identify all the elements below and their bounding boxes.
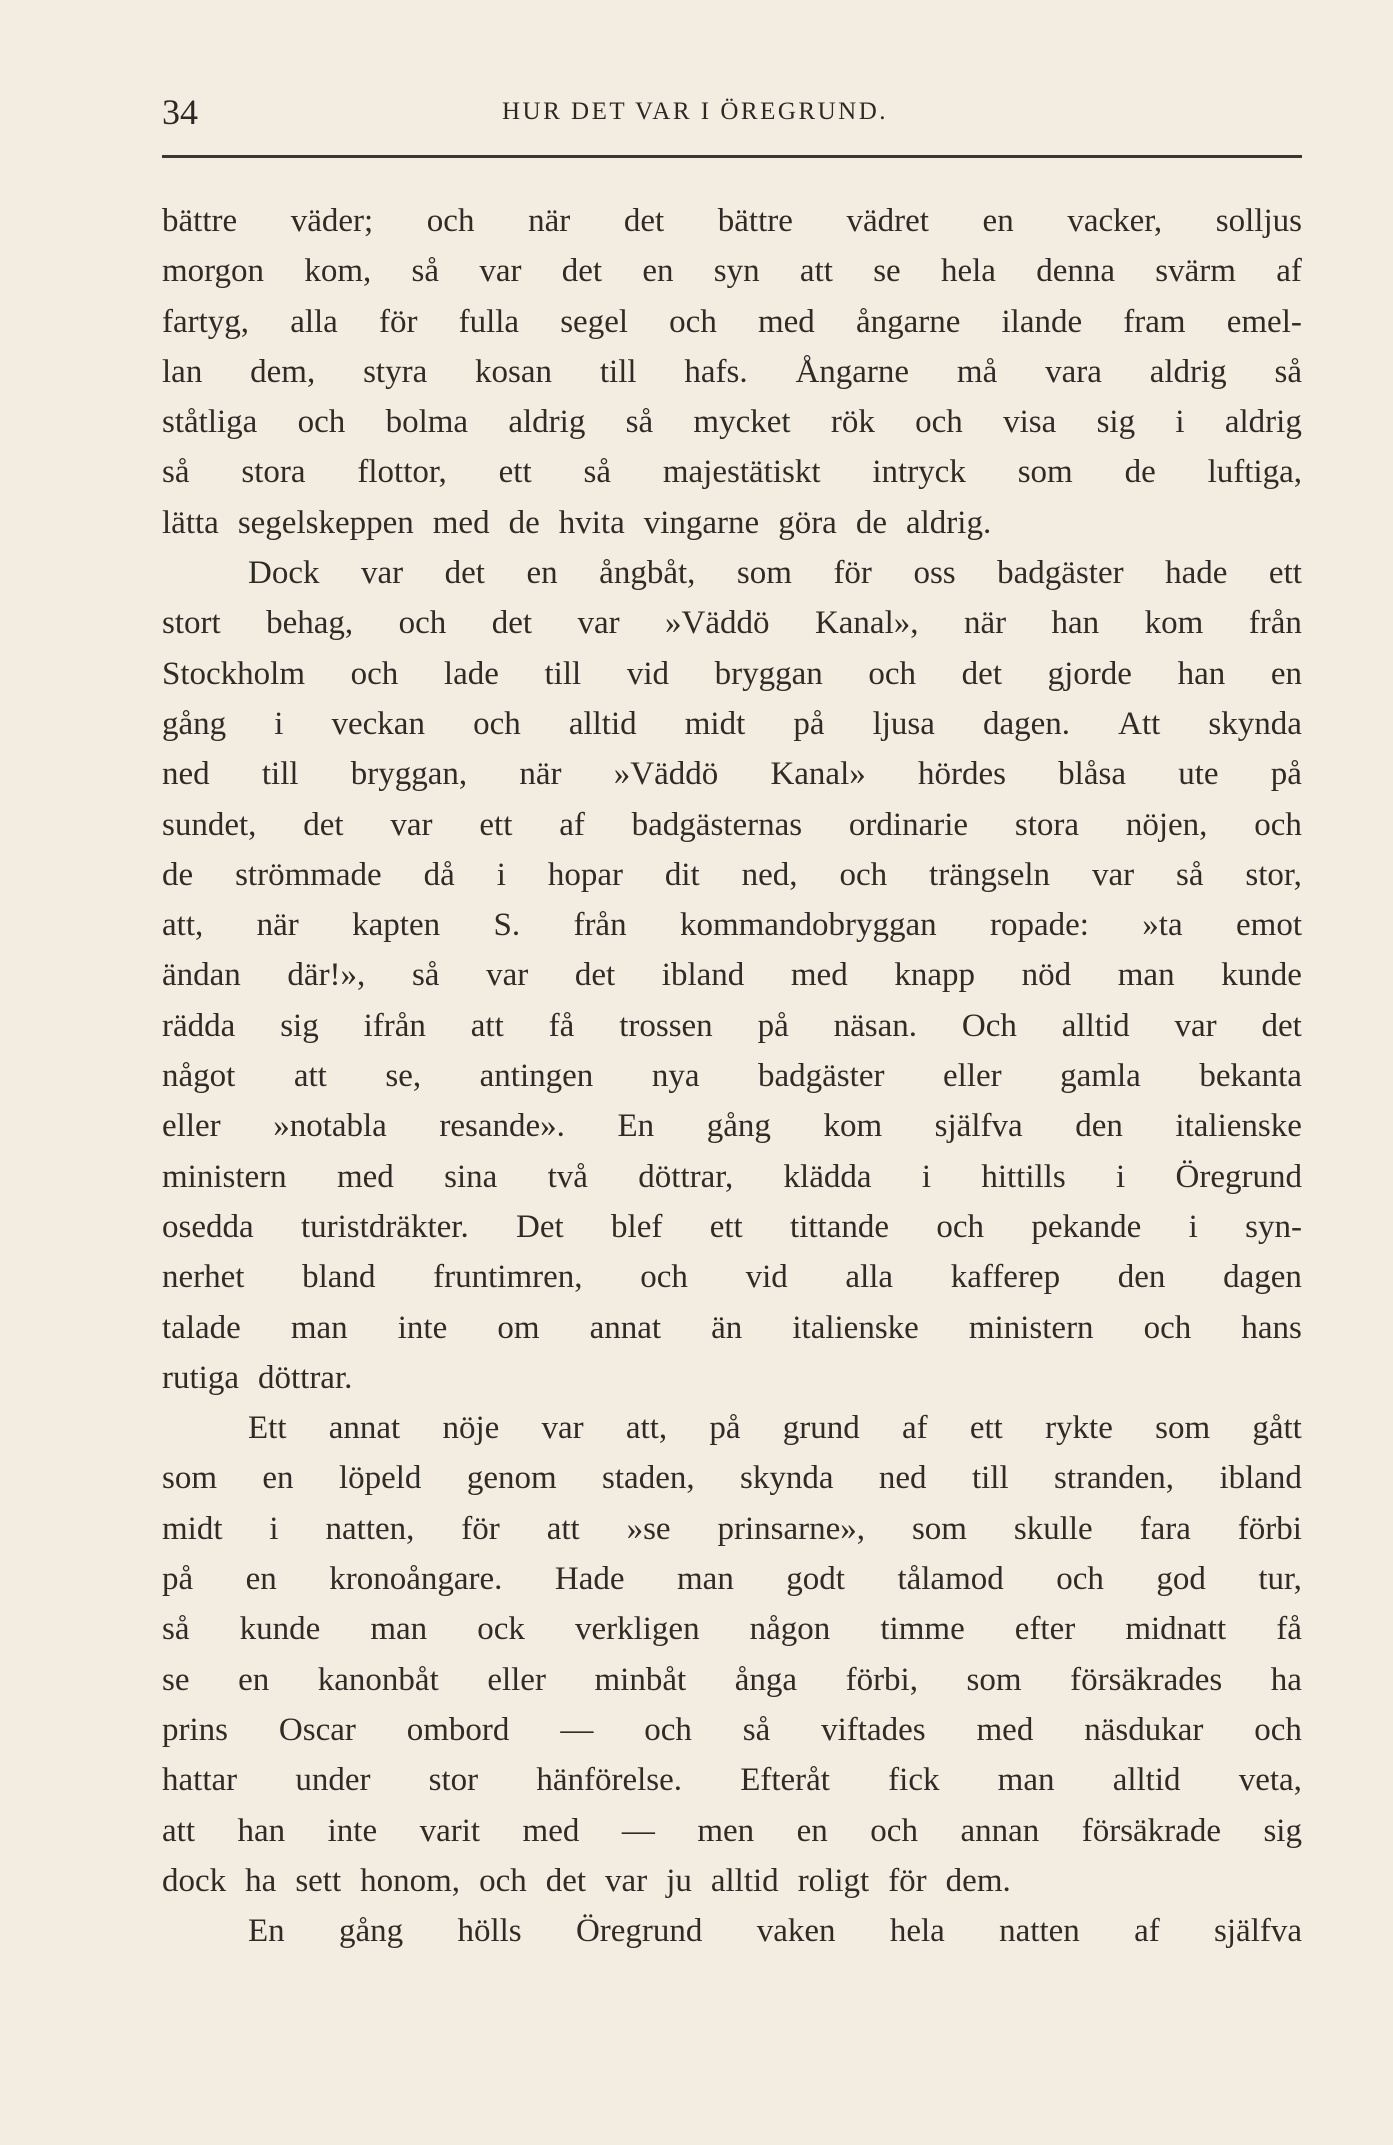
text-line: osedda turistdräkter. Det blef ett tittande och pekande i syn- [162,1208,1302,1245]
running-head: HUR DET VAR I ÖREGRUND. [502,98,889,125]
text-line: Dock var det en ångbåt, som för oss badgäster hade ett [248,555,1302,592]
text-line: Ett annat nöje var att, på grund af ett rykte som gått [248,1410,1302,1447]
text-line: talade man inte om annat än italienske ministern och hans [162,1309,1302,1346]
text-line: något att se, antingen nya badgäster eller gamla bekanta [162,1058,1302,1095]
text-line: lätta segelskeppen med de hvita vingarne göra de aldrig. [162,504,992,541]
text-line: hattar under stor hänförelse. Efteråt fick man alltid veta, [162,1762,1302,1799]
text-line: de strömmade då i hopar dit ned, och trängseln var så stor, [162,856,1302,893]
text-line: ståtliga och bolma aldrig så mycket rök och visa sig i aldrig [162,404,1302,441]
page-number: 34 [162,92,198,132]
text-line: bättre väder; och när det bättre vädret en vacker, solljus [162,203,1302,239]
text-line: ändan där!», så var det ibland med knapp nöd man kunde [162,957,1302,994]
text-line: så kunde man ock verkligen någon timme efter midnatt få [162,1611,1302,1648]
text-line: rutiga döttrar. [162,1359,353,1396]
text-line: rädda sig ifrån att få trossen på näsan. Och alltid var det [162,1007,1302,1044]
text-line: midt i natten, för att »se prinsarne», som skulle fara förbi [162,1510,1302,1547]
text-line: dock ha sett honom, och det var ju alltid roligt för dem. [162,1862,1011,1899]
text-line: sundet, det var ett af badgästernas ordinarie stora nöjen, och [162,806,1302,843]
text-line: En gång hölls Öregrund vaken hela natten af själfva [248,1913,1302,1950]
text-line: så stora flottor, ett så majestätiskt intryck som de luftiga, [162,454,1302,491]
text-line: se en kanonbåt eller minbåt ånga förbi, som försäkrades ha [162,1661,1302,1698]
text-line: nerhet bland fruntimren, och vid alla kafferep den dagen [162,1259,1302,1296]
text-line: att han inte varit med — men en och annan försäkrade sig [162,1812,1302,1849]
text-line: ned till bryggan, när »Väddö Kanal» hördes blåsa ute på [162,756,1302,793]
text-line: gång i veckan och alltid midt på ljusa dagen. Att skynda [162,705,1302,742]
body-text [162,196,1302,1956]
text-line: på en kronoångare. Hade man godt tålamod och god tur, [162,1561,1302,1598]
text-line: prins Oscar ombord — och så viftades med näsdukar och [162,1711,1302,1748]
text-line: lan dem, styra kosan till hafs. Ångarne må vara aldrig så [162,353,1302,390]
text-line: fartyg, alla för fulla segel och med ångarne ilande fram emel- [162,303,1302,340]
text-line: morgon kom, så var det en syn att se hela denna svärm af [162,253,1302,290]
text-line: stort behag, och det var »Väddö Kanal», när han kom från [162,605,1302,642]
text-line: Stockholm och lade till vid bryggan och det gjorde han en [162,655,1302,692]
header-rule [162,155,1302,158]
text-line: ministern med sina två döttrar, klädda i hittills i Öregrund [162,1158,1302,1195]
page-header [162,88,1302,136]
text-line: eller »notabla resande». En gång kom själfva den italienske [162,1108,1302,1145]
text-line: som en löpeld genom staden, skynda ned till stranden, ibland [162,1460,1302,1497]
text-line: att, när kapten S. från kommandobryggan ropade: »ta emot [162,907,1302,944]
